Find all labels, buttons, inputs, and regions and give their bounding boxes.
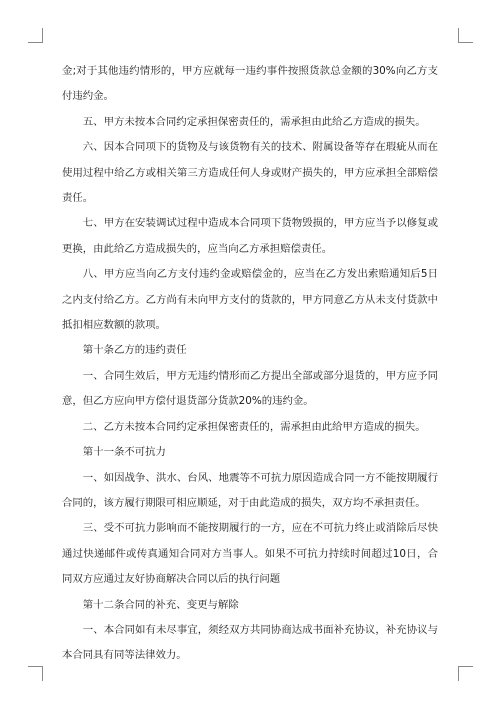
- paragraph: 二、乙方未按本合同约定承担保密责任的，需承担由此给甲方造成的损失。: [82, 420, 426, 433]
- paragraph: 六、因本合同项下的货物及与该货物有关的技术、附属设备等存在瑕疵从而在使用过程中给乙方或相关第三方造成任何人身或财产损失的，甲方应承担全部赔偿责任。: [62, 141, 438, 205]
- paragraph: 一、合同生效后，甲方无违约情形而乙方提出全部或部分退货的，甲方应予同意，但乙方应向甲方偿付退货部分货款20%的违约金。: [62, 369, 438, 408]
- paragraph: 八、甲方应当向乙方支付违约金或赔偿金的，应当在乙方发出索赔通知后5日之内支付给乙方。乙方尚有未向甲方支付的货款的，甲方同意乙方从未支付货款中抵扣相应数额的款项。: [62, 268, 438, 332]
- crop-mark-top-right: [458, 28, 473, 43]
- paragraph: 金;对于其他违约情形的，甲方应就每一违约事件按照货款总金额的30%向乙方支付违约金。: [62, 65, 438, 103]
- paragraph: 七、甲方在安装调试过程中造成本合同项下货物毁损的，甲方应当予以修复或更换，由此给乙方造成损失的，应当向乙方承担赔偿责任。: [62, 217, 438, 255]
- section-heading: 第十条乙方的违约责任: [82, 344, 187, 357]
- document-body: [62, 59, 438, 669]
- section-heading: 第十二条合同的补充、变更与解除: [82, 598, 239, 611]
- crop-mark-bottom-left: [28, 666, 43, 681]
- crop-mark-bottom-right: [458, 666, 473, 681]
- section-heading: 第十一条不可抗力: [82, 446, 166, 459]
- paragraph: 五、甲方未按本合同约定承担保密责任的，需承担由此给乙方造成的损失。: [82, 115, 426, 128]
- paragraph: 一、如因战争、洪水、台风、地震等不可抗力原因造成合同一方不能按期履行合同的，该方履行期限可相应顺延，对于由此造成的损失，双方均不承担责任。: [62, 471, 438, 509]
- paragraph: 一、本合同如有未尽事宜，须经双方共同协商达成书面补充协议，补充协议与本合同具有同等法律效力。: [62, 623, 438, 662]
- crop-mark-top-left: [28, 28, 43, 43]
- paragraph: 三、受不可抗力影响而不能按期履行的一方，应在不可抗力终止或消除后尽快通过快递邮件或传真通知合同对方当事人。如果不可抗力持续时间超过10日，合同双方应通过友好协商解决合同以后的执行问题: [62, 522, 438, 586]
